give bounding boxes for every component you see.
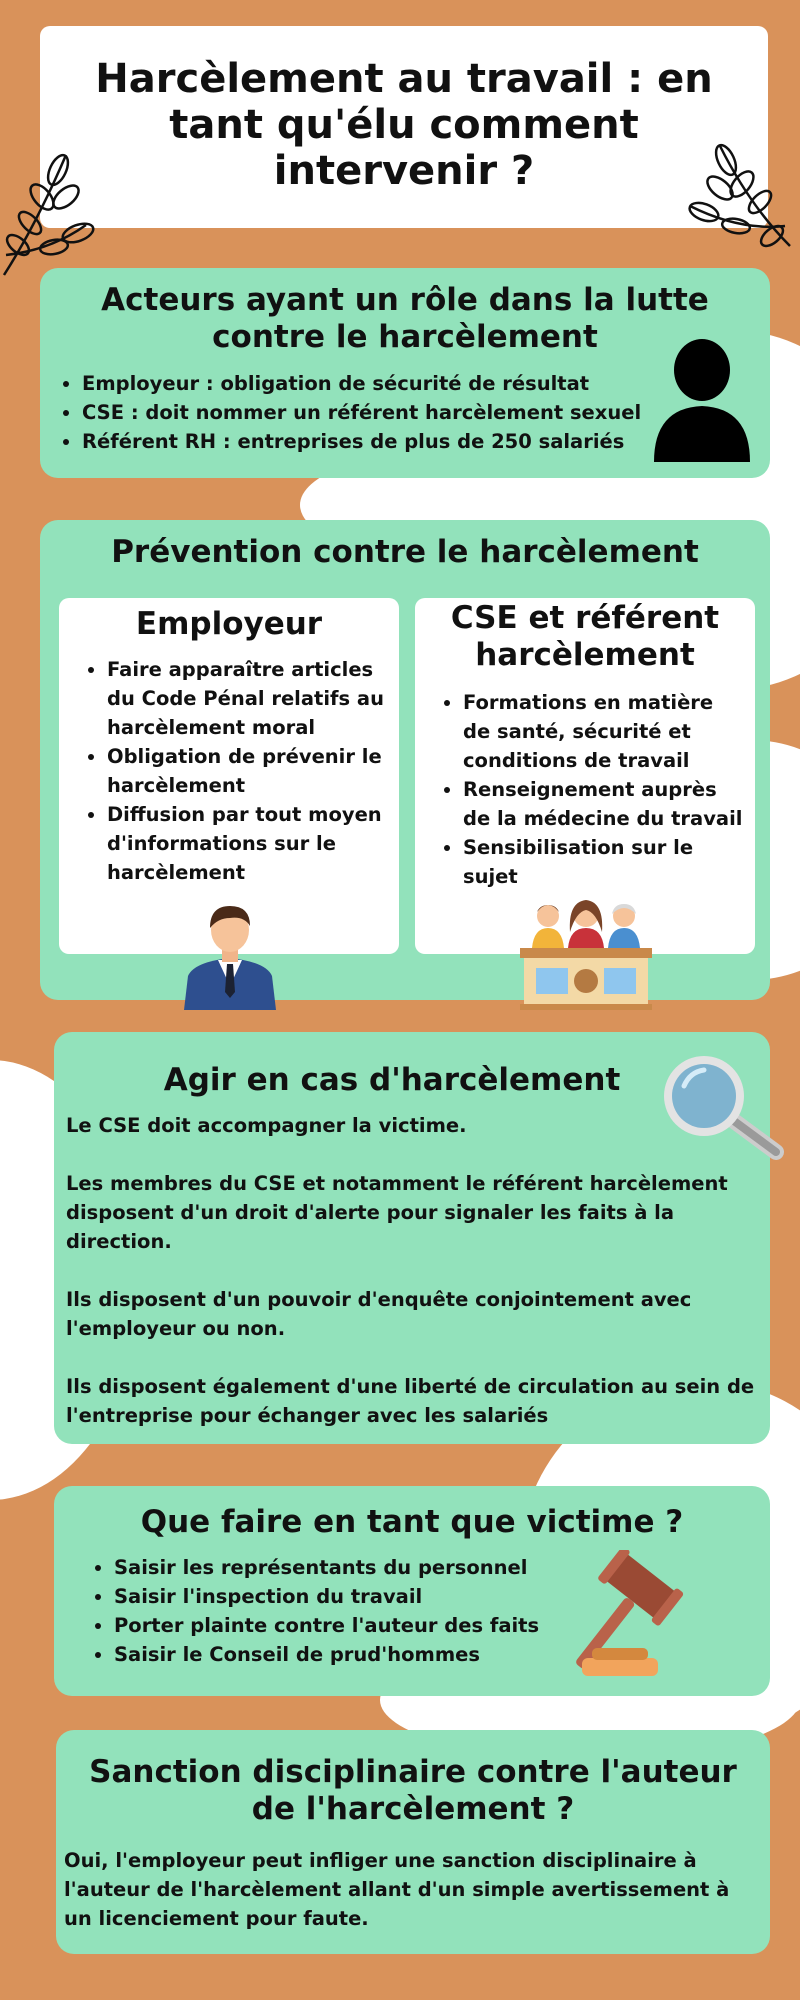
list-item: • Saisir le Conseil de prud'hommes <box>114 1640 770 1669</box>
list-item: • Renseignement auprès de la médecine du travail <box>463 775 745 833</box>
act-paragraph: Ils disposent d'un pouvoir d'enquête conjointement avec l'employeur ou non. <box>66 1288 692 1340</box>
employer-list <box>59 655 399 887</box>
gavel-icon <box>574 1550 724 1680</box>
sanction-text: Oui, l'employeur peut infliger une sanction disciplinaire à l'auteur de l'harcèlement allant d'un simple avertissement à un licenciement pour faute. <box>64 1849 730 1930</box>
act-paragraph: Le CSE doit accompagner la victime. <box>66 1114 467 1137</box>
cse-list <box>415 688 755 891</box>
act-paragraph: Ils disposent également d'une liberté de circulation au sein de l'entreprise pour échanger avec les salariés <box>66 1375 755 1427</box>
sanction-card <box>56 1730 770 1954</box>
list-item: • Saisir l'inspection du travail <box>114 1582 770 1611</box>
act-paragraphs <box>66 1111 758 1430</box>
list-item: • Faire apparaître articles du Code Pénal relatifs au harcèlement moral <box>107 655 387 742</box>
leaf-branch-left-icon <box>0 135 106 285</box>
prevention-title: Prévention contre le harcèlement <box>111 534 699 570</box>
actors-title: Acteurs ayant un rôle dans la lutte contre le harcèlement <box>101 282 709 355</box>
act-paragraph: Les membres du CSE et notamment le référent harcèlement disposent d'un droit d'alerte pour signaler les faits à la direction. <box>66 1172 728 1253</box>
prevention-card <box>40 520 770 1000</box>
victim-card <box>54 1486 770 1696</box>
list-item: • Sensibilisation sur le sujet <box>463 833 745 891</box>
person-silhouette-icon <box>652 338 752 468</box>
list-item: • Formations en matière de santé, sécurité et conditions de travail <box>463 688 745 775</box>
sanction-title: Sanction disciplinaire contre l'auteur de l'harcèlement ? <box>89 1754 737 1827</box>
list-item: • Porter plainte contre l'auteur des faits <box>114 1611 770 1640</box>
magnifying-glass-icon <box>656 1052 786 1162</box>
victim-title: Que faire en tant que victime ? <box>140 1504 684 1540</box>
actors-card <box>40 268 770 478</box>
list-item: • CSE : doit nommer un référent harcèlement sexuel <box>82 398 770 427</box>
list-item: • Diffusion par tout moyen d'informations sur le harcèlement <box>107 800 387 887</box>
employer-title: Employeur <box>135 606 323 642</box>
list-item: • Obligation de prévenir le harcèlement <box>107 742 387 800</box>
act-title: Agir en cas d'harcèlement <box>163 1062 621 1098</box>
list-item: • Saisir les représentants du personnel <box>114 1553 770 1582</box>
header-card <box>40 26 768 228</box>
list-item: • Référent RH : entreprises de plus de 250 salariés <box>82 427 770 456</box>
leaf-branch-right-icon <box>680 136 800 266</box>
committee-icon <box>516 896 656 1012</box>
page-title: Harcèlement au travail : en tant qu'élu comment intervenir ? <box>95 56 713 194</box>
list-item: • Employeur : obligation de sécurité de résultat <box>82 369 770 398</box>
businessman-icon <box>180 896 280 1010</box>
cse-title: CSE et référent harcèlement <box>450 600 720 673</box>
